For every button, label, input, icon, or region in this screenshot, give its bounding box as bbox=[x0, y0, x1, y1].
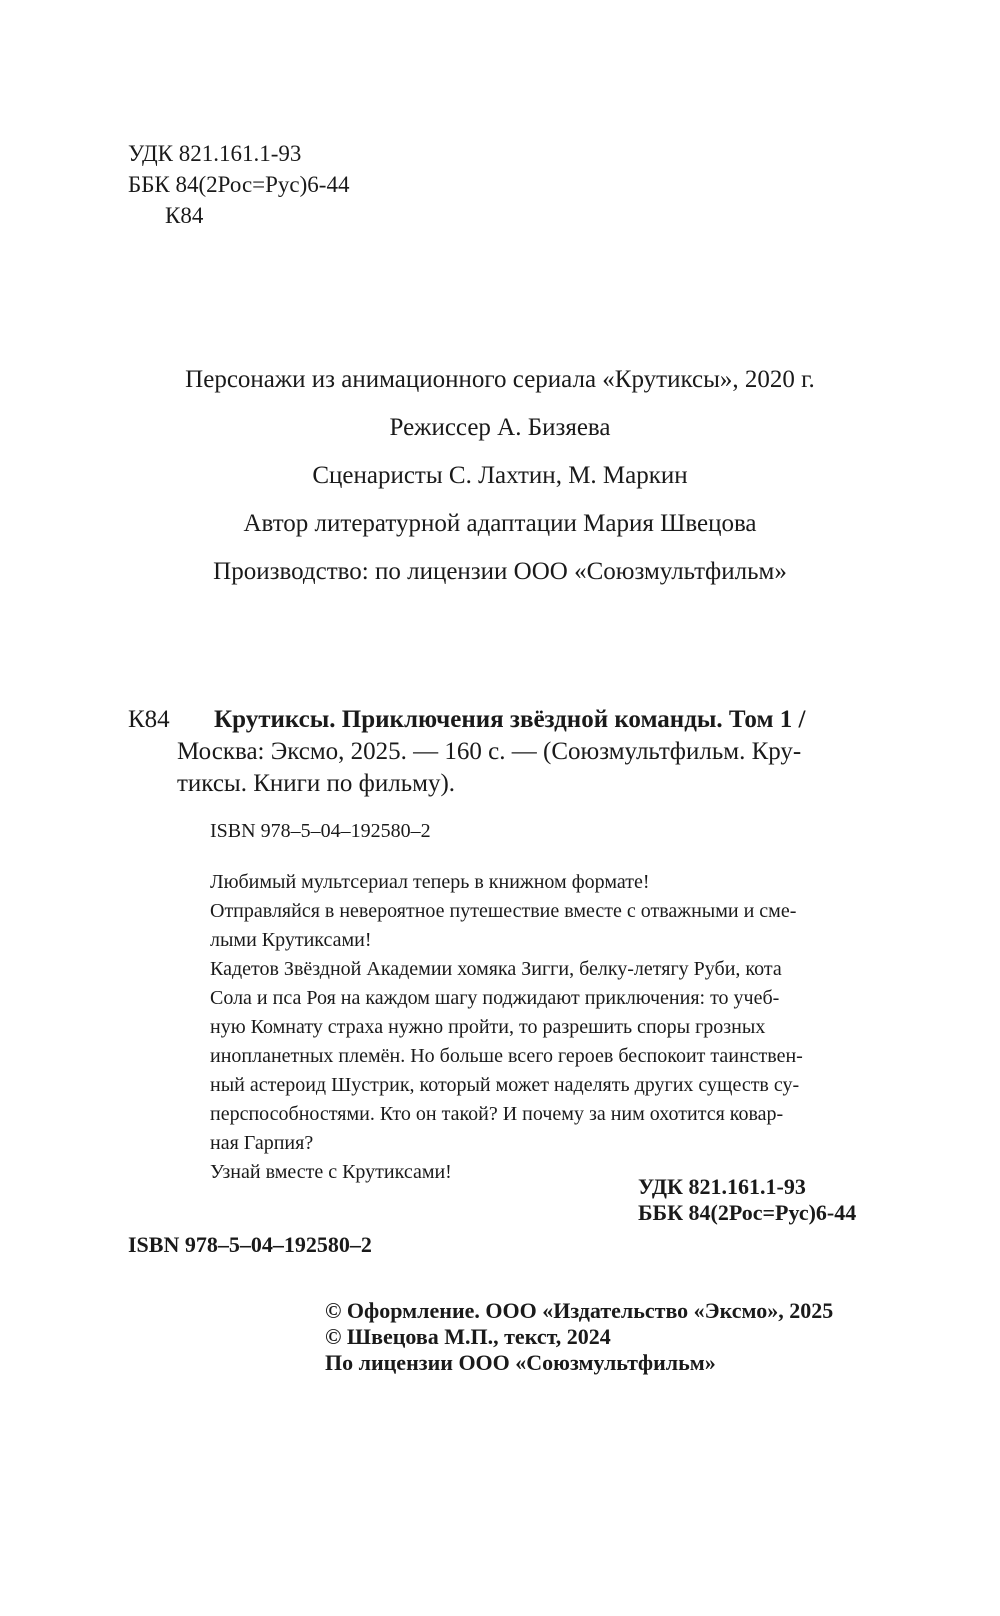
entry-title bbox=[214, 704, 805, 736]
annotation-line: инопланетных племён. Но больше всего героев беспокоит таинствен- bbox=[210, 1045, 803, 1067]
credit-line: Автор литературной адаптации Мария Швецова bbox=[243, 510, 757, 537]
annotation-line: перспособностями. Кто он такой? И почему за ним охотится ковар- bbox=[210, 1103, 784, 1125]
annotation-line: Отправляйся в невероятное путешествие вместе с отважными и сме- bbox=[210, 900, 797, 922]
annotation-line: Кадетов Звёздной Академии хомяка Зигги, белку-летягу Руби, кота bbox=[210, 958, 782, 980]
credit-line: Производство: по лицензии ООО «Союзмультфильм» bbox=[213, 558, 787, 585]
classification-block bbox=[638, 1174, 856, 1226]
copyright-line: © Оформление. ООО «Издательство «Эксмо», 2025 bbox=[325, 1298, 834, 1323]
credits-block bbox=[0, 356, 1000, 596]
copyright-line: © Швецова М.П., текст, 2024 bbox=[325, 1324, 611, 1349]
annotation-line: ный астероид Шустрик, который может наделять других существ су- bbox=[210, 1074, 800, 1096]
author-mark: К84 bbox=[165, 203, 204, 228]
annotation bbox=[210, 868, 803, 1187]
entry-title-text: Крутиксы. Приключения звёздной команды. Том 1 / bbox=[214, 706, 806, 733]
bbk-code: ББК 84(2Рос=Рус)6-44 bbox=[128, 172, 350, 197]
annotation-line: ную Комнату страха нужно пройти, то разрешить споры грозных bbox=[210, 1016, 766, 1038]
udk-code: УДК 821.161.1-93 bbox=[128, 141, 302, 166]
annotation-line: Сола и пса Роя на каждом шагу поджидают приключения: то учеб- bbox=[210, 987, 780, 1009]
entry-code: К84 bbox=[128, 706, 170, 733]
annotation-line: лыми Крутиксами! bbox=[210, 929, 372, 951]
entry-line-3: тиксы. Книги по фильму). bbox=[177, 770, 456, 797]
credit-line: Сценаристы С. Лахтин, М. Маркин bbox=[312, 462, 688, 489]
isbn-line: ISBN 978–5–04–192580–2 bbox=[210, 820, 431, 842]
entry-line-2: Москва: Эксмо, 2025. — 160 с. — (Союзмультфильм. Кру- bbox=[177, 738, 802, 765]
credit-line: Персонажи из анимационного сериала «Крутиксы», 2020 г. bbox=[185, 366, 815, 393]
classification-bbk: ББК 84(2Рос=Рус)6-44 bbox=[638, 1200, 857, 1225]
isbn-bold: ISBN 978–5–04–192580–2 bbox=[128, 1232, 372, 1257]
annotation-line: ная Гарпия? bbox=[210, 1132, 314, 1154]
classification-udk: УДК 821.161.1-93 bbox=[638, 1174, 806, 1199]
copyright-line: По лицензии ООО «Союзмультфильм» bbox=[325, 1350, 716, 1375]
credit-line: Режиссер А. Бизяева bbox=[389, 414, 611, 441]
copyright-block bbox=[325, 1298, 833, 1376]
annotation-line: Узнай вместе с Крутиксами! bbox=[210, 1161, 452, 1183]
annotation-line: Любимый мультсериал теперь в книжном формате! bbox=[210, 871, 650, 893]
